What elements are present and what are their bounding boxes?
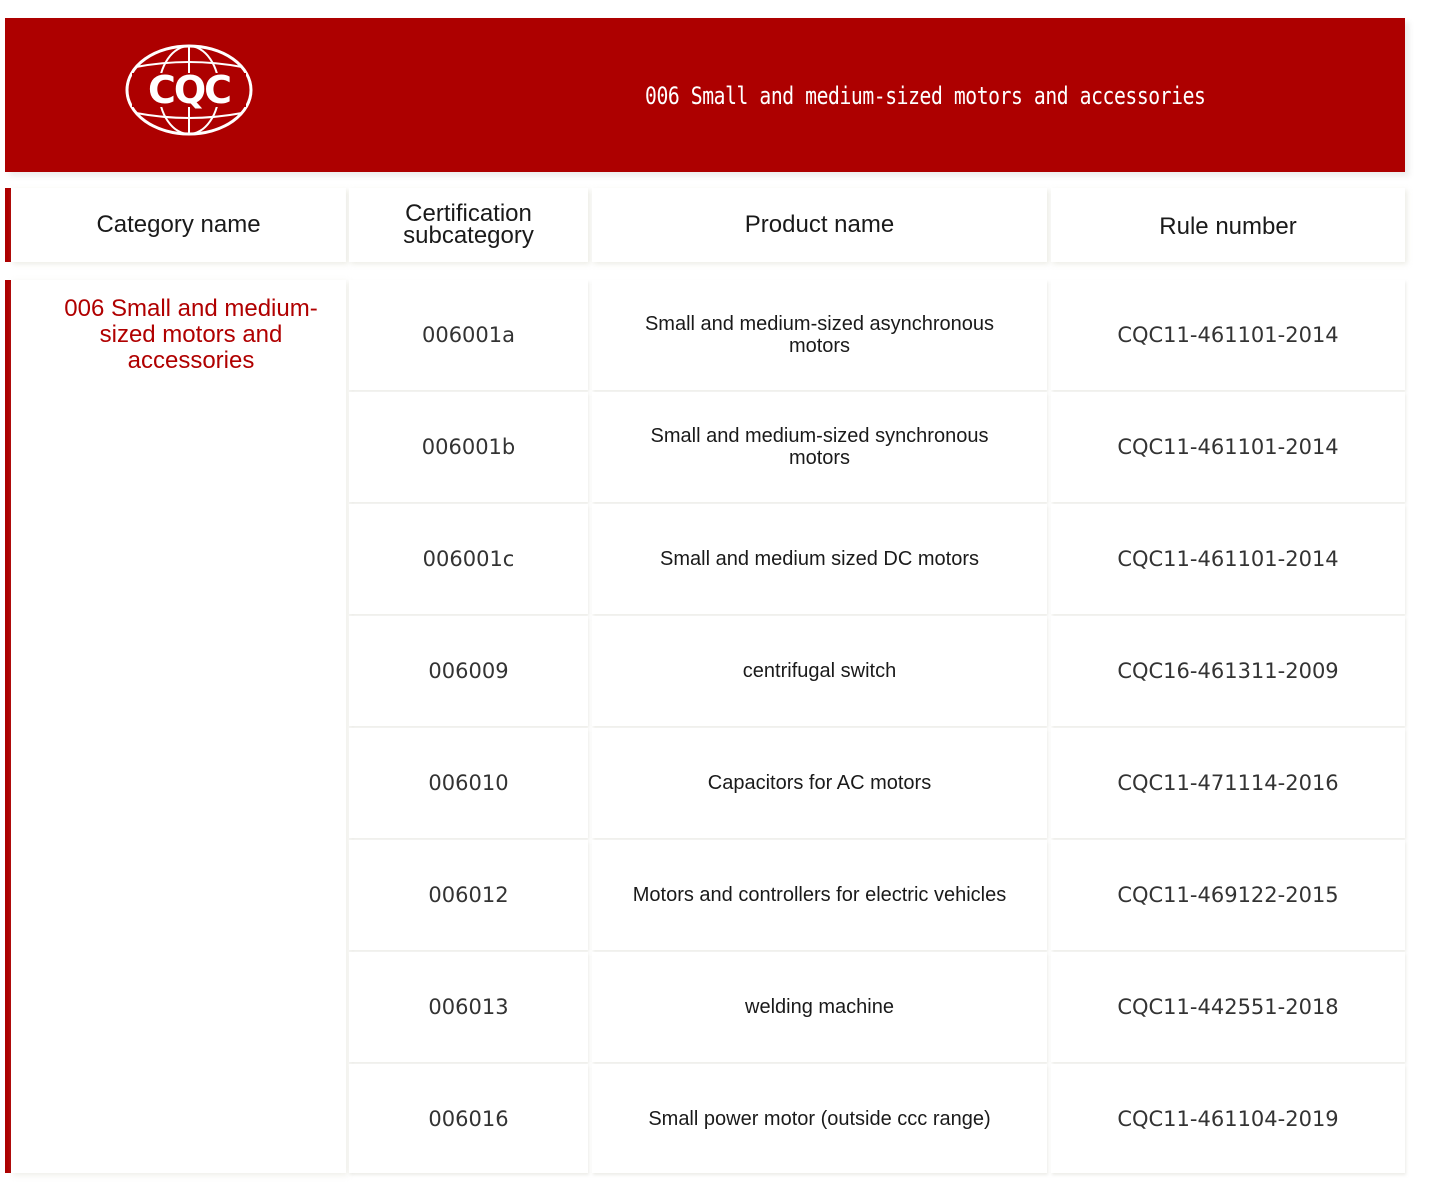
rule-cell: CQC11-469122-2015 [1051, 840, 1405, 950]
product-cell: Small and medium-sized synchronous motors [592, 392, 1047, 502]
product-cell: centrifugal switch [592, 616, 1047, 726]
header-category [11, 188, 346, 262]
rule-cell: CQC11-461101-2014 [1051, 504, 1405, 614]
table-row [349, 1064, 1405, 1173]
category-cell [11, 280, 346, 1173]
header-product-label: Product name [744, 211, 895, 238]
table-row [349, 952, 1405, 1062]
header-subcategory [349, 188, 588, 262]
header-product [592, 188, 1047, 262]
subcategory-cell: 006001a [349, 280, 588, 390]
table-row [349, 504, 1405, 614]
category-name: 006 Small and medium-sized motors and accessories [64, 295, 318, 374]
table-row [349, 728, 1405, 838]
product-cell: welding machine [592, 952, 1047, 1062]
header-subcategory-label: Certification subcategory [403, 200, 534, 249]
subcategory-cell: 006001b [349, 392, 588, 502]
header-rule [1051, 188, 1405, 262]
subcategory-cell: 006001c [349, 504, 588, 614]
table-row [349, 392, 1405, 502]
rule-cell: CQC11-471114-2016 [1051, 728, 1405, 838]
rule-cell: CQC11-461104-2019 [1051, 1064, 1405, 1173]
subcategory-cell: 006010 [349, 728, 588, 838]
subcategory-cell: 006013 [349, 952, 588, 1062]
subcategory-cell: 006012 [349, 840, 588, 950]
product-cell: Capacitors for AC motors [592, 728, 1047, 838]
header-category-label: Category name [96, 211, 261, 238]
rule-cell: CQC11-442551-2018 [1051, 952, 1405, 1062]
product-cell: Small and medium sized DC motors [592, 504, 1047, 614]
subcategory-cell: 006016 [349, 1064, 588, 1173]
rule-cell: CQC16-461311-2009 [1051, 616, 1405, 726]
table-row [349, 280, 1405, 390]
subcategory-cell: 006009 [349, 616, 588, 726]
product-cell: Small power motor (outside ccc range) [592, 1064, 1047, 1173]
header-banner [5, 18, 1405, 172]
cqc-logo-icon [122, 43, 256, 137]
svg-text:CQC: CQC [147, 68, 231, 112]
header-rule-label: Rule number [1159, 213, 1297, 240]
product-cell: Motors and controllers for electric vehicles [592, 840, 1047, 950]
product-cell: Small and medium-sized asynchronous motors [592, 280, 1047, 390]
rule-cell: CQC11-461101-2014 [1051, 280, 1405, 390]
page-title: 006 Small and medium-sized motors and accessories [645, 82, 1206, 110]
rule-cell: CQC11-461101-2014 [1051, 392, 1405, 502]
table-row [349, 840, 1405, 950]
table-row [349, 616, 1405, 726]
